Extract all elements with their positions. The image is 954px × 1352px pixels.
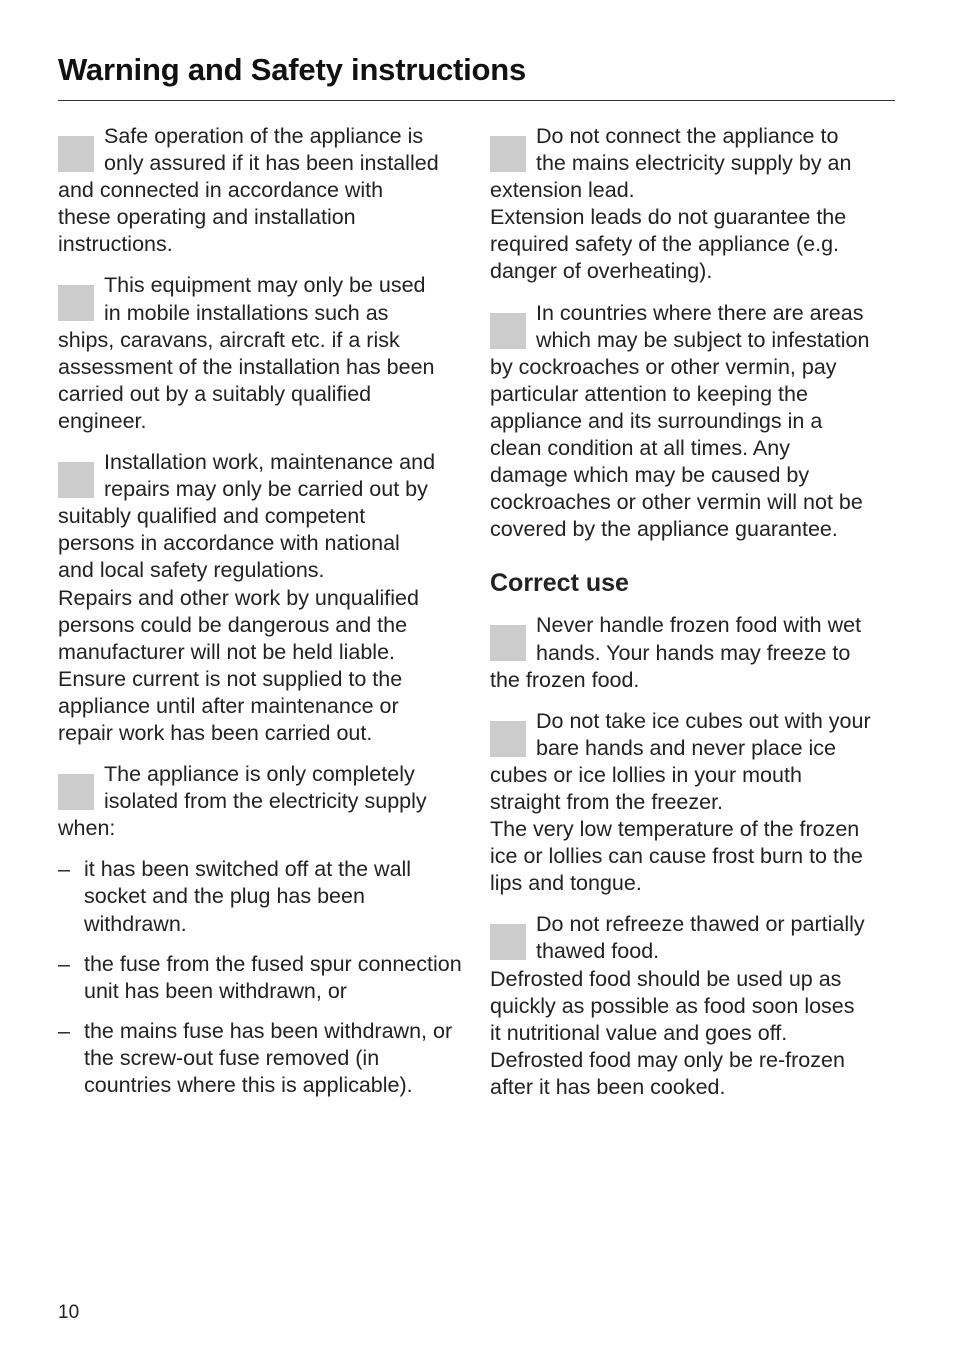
warning-marker-icon — [58, 136, 94, 172]
paragraph-vermin: In countries where there are areas which may be subject to infestation by cockroaches or other vermin, pay particular attention to keeping the appliance and its surroundings in a clean condition at all times. Any damage which may be caused by cockroaches or other vermin will not be covered by the appliance guarantee. — [490, 300, 870, 542]
section-heading-correct-use: Correct use — [490, 569, 629, 598]
warning-marker-icon — [58, 285, 94, 321]
paragraph-wet-hands: Never handle frozen food with wet hands. Your hands may freeze to the frozen food. — [490, 613, 862, 692]
isolation-conditions-list — [58, 856, 466, 1099]
warning-marker-icon — [490, 721, 526, 757]
dash-bullet: – — [58, 1018, 70, 1043]
list-item: – the fuse from the fused spur connection unit has been withdrawn, or — [58, 951, 462, 1003]
dash-bullet: – — [58, 951, 70, 976]
warning-marker-icon — [490, 625, 526, 661]
warning-marker-icon — [490, 924, 526, 960]
warning-marker-icon — [58, 462, 94, 498]
list-item: – it has been switched off at the wall socket and the plug has been withdrawn. — [58, 857, 412, 936]
page-number: 10 — [58, 1302, 80, 1323]
title-divider — [58, 100, 895, 101]
paragraph-isolation: The appliance is only completely isolated from the electricity supply when: — [58, 762, 427, 841]
paragraph-safe-operation: Safe operation of the appliance is only assured if it has been installed and connected in accordance with these operating and installation instructions. — [58, 124, 439, 257]
paragraph-mobile-installations: This equipment may only be used in mobile installations such as ships, caravans, aircraft etc. if a risk assessment of the installation has been carried out by a suitably qualified engineer. — [58, 273, 435, 433]
warning-marker-icon — [58, 774, 94, 810]
left-column — [58, 123, 466, 1113]
paragraph-ice-cubes: Do not take ice cubes out with your bare hands and never place ice cubes or ice lollies in your mouth straight from the freezer. The very low temperature of the frozen ice or lollies can cause frost burn to the lips and tongue. — [490, 708, 871, 896]
warning-marker-icon — [490, 313, 526, 349]
list-item: – the mains fuse has been withdrawn, or the screw-out fuse removed (in countries where this is applicable). — [58, 1018, 453, 1097]
page-title: Warning and Safety instructions — [58, 52, 527, 87]
right-column — [490, 123, 898, 1115]
paragraph-installation-work: Installation work, maintenance and repairs may only be carried out by suitably qualified and competent persons in accordance with national and local safety regulations. Repairs and other work by unqualified persons could be dangerous and the manufacturer will not be held liable. Ensure current is not supplied to the appliance until after maintenance or repair work has been carried out. — [58, 450, 436, 745]
paragraph-extension-lead: Do not connect the appliance to the mains electricity supply by an extension lead. Extension leads do not guarantee the required safety of the appliance (e.g. danger of overheating). — [490, 124, 852, 284]
warning-marker-icon — [490, 136, 526, 172]
paragraph-refreeze: Do not refreeze thawed or partially thawed food. Defrosted food should be used up as quickly as possible as food soon loses it nutritional value and goes off. Defrosted food may only be re-frozen after it has been cooked. — [490, 912, 865, 1099]
dash-bullet: – — [58, 857, 70, 882]
